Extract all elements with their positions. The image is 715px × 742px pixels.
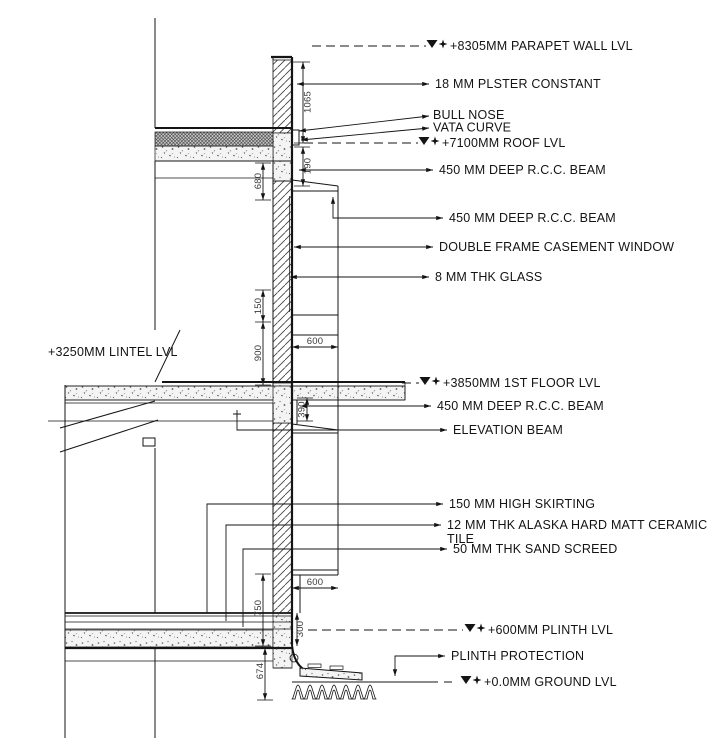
glass-label: 8 MM THK GLASS — [435, 270, 543, 284]
first-floor-beam-concrete — [273, 383, 292, 423]
dim-parapet-height: 1065 — [302, 91, 314, 113]
ground-level-marker-icon — [461, 676, 482, 685]
rcc-beam-roof-label: 450 MM DEEP R.C.C. BEAM — [439, 163, 606, 177]
roof-screed-band — [155, 132, 273, 146]
elevation-beam-label: ELEVATION BEAM — [453, 423, 564, 437]
dim-sill-band: 150 — [253, 297, 264, 315]
lintel-level-label: +3250MM LINTEL LVL — [48, 345, 178, 359]
dim-floor-beam-depth: 390 — [296, 401, 308, 418]
dim-lower-wall: 750 — [253, 599, 264, 617]
vata-curve-label: VATA CURVE — [433, 120, 512, 135]
elevation-beam-ledge — [292, 424, 338, 433]
compacted-earth-symbols — [292, 685, 377, 699]
window-sill-band — [292, 315, 338, 335]
ceramic-tile-label-line2: TILE — [447, 532, 475, 546]
parapet-level-marker-icon — [427, 40, 448, 49]
plinth-level-label: +600MM PLINTH LVL — [488, 623, 614, 637]
roof-level-label: +7100MM ROOF LVL — [442, 136, 566, 150]
dim-plinth-depth: 674 — [255, 662, 266, 680]
plaster-label: 18 MM PLSTER CONSTANT — [435, 77, 601, 91]
elevation-beam-leader — [237, 414, 447, 430]
bull-nose-leader — [299, 116, 429, 131]
ceramic-tile-label-line1: 12 MM THK ALASKA HARD MATT CERAMIC — [447, 518, 708, 532]
rcc-beam-window-head-leader — [333, 197, 443, 218]
skirting-label: 150 MM HIGH SKIRTING — [449, 497, 596, 511]
elevation-beam-leader-cross-icon — [233, 410, 241, 418]
plinth-tile-2 — [330, 666, 343, 670]
dim-ceiling-offset: 680 — [253, 172, 264, 190]
lower-wall-hatch — [273, 423, 292, 613]
plinth-level-marker-icon — [465, 624, 486, 633]
roof-slab-concrete — [155, 146, 273, 161]
rcc-beam-window-head-label: 450 MM DEEP R.C.C. BEAM — [449, 211, 616, 225]
lower-ledge-band — [292, 570, 338, 575]
break-notch — [143, 438, 155, 446]
first-floor-level-marker-icon — [420, 377, 441, 386]
dim-lower-projection: 600 — [306, 577, 324, 588]
dim-sill-height: 900 — [253, 344, 264, 362]
bull-nose-label: BULL NOSE — [433, 108, 505, 122]
plinth-beam-concrete — [273, 613, 292, 668]
dim-sill-projection: 600 — [306, 336, 324, 347]
parapet-wall-hatch — [273, 60, 292, 133]
roof-level-marker-icon — [419, 137, 440, 146]
roof-beam-concrete — [273, 133, 292, 181]
dim-floor-buildup: 300 — [295, 620, 306, 638]
parapet-level-label: +8305MM PARAPET WALL LVL — [450, 39, 633, 53]
plinth-protection-label: PLINTH PROTECTION — [451, 649, 585, 663]
plinth-tile-1 — [308, 664, 321, 668]
sand-screed-label: 50 MM THK SAND SCREED — [453, 542, 618, 556]
vata-curve-leader — [301, 128, 429, 140]
plinth-protection-leader — [395, 656, 445, 676]
ground-slab-concrete — [65, 630, 273, 647]
rcc-beam-first-floor-label: 450 MM DEEP R.C.C. BEAM — [437, 399, 604, 413]
skirting-leader — [207, 504, 443, 613]
dim-roof-beam-depth: 190 — [302, 157, 314, 175]
first-floor-slab-concrete — [65, 386, 405, 400]
casement-window-label: DOUBLE FRAME CASEMENT WINDOW — [439, 240, 675, 254]
ground-level-label: +0.0MM GROUND LVL — [484, 675, 617, 689]
ground-tile-screed-lines — [65, 616, 292, 629]
first-floor-ceiling-lines — [48, 403, 273, 421]
first-floor-level-label: +3850MM 1ST FLOOR LVL — [443, 376, 601, 390]
window-head-drip — [292, 180, 338, 186]
